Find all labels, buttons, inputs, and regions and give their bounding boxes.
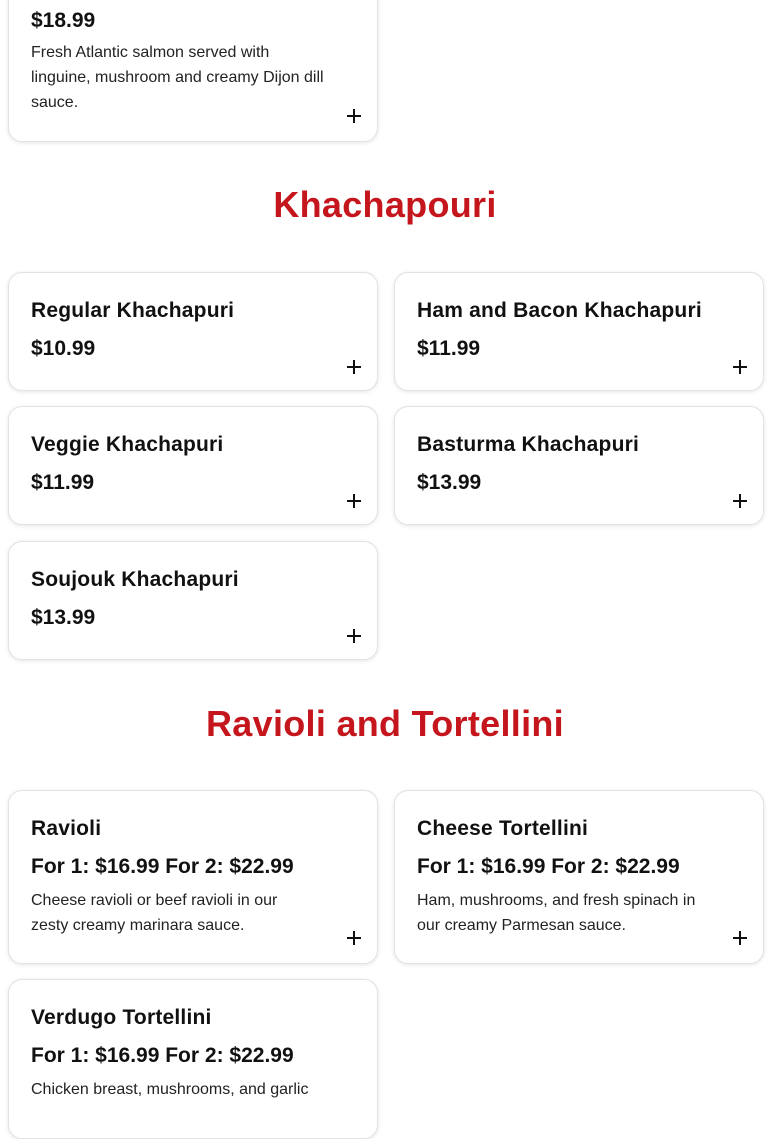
add-item-button[interactable] (345, 929, 363, 947)
section-title-ravioli-tortellini: Ravioli and Tortellini (206, 703, 564, 744)
plus-icon (345, 107, 363, 125)
add-item-button[interactable] (345, 492, 363, 510)
item-price: $18.99 (31, 9, 96, 32)
item-description: Fresh Atlantic salmon served with linguine, mushroom and creamy Dijon dill sauce. (31, 44, 324, 111)
item-description: Cheese ravioli or beef ravioli in our zesty creamy marinara sauce. (31, 892, 278, 934)
item-name: Regular Khachapuri (31, 299, 235, 322)
item-name: Verdugo Tortellini (31, 1006, 212, 1029)
menu-item-card[interactable] (8, 406, 378, 525)
plus-icon (345, 929, 363, 947)
item-name: Veggie Khachapuri (31, 433, 224, 456)
item-price: For 1: $16.99 For 2: $22.99 (417, 855, 680, 878)
plus-icon (345, 358, 363, 376)
menu-item-card[interactable] (394, 272, 764, 391)
item-name: Basturma Khachapuri (417, 433, 640, 456)
item-price: $10.99 (31, 337, 96, 360)
item-name: Ravioli (31, 817, 102, 840)
menu-item-card[interactable] (8, 272, 378, 391)
item-name: Soujouk Khachapuri (31, 568, 239, 591)
menu-item-card[interactable] (8, 541, 378, 660)
item-price: $13.99 (417, 471, 482, 494)
item-name: Ham and Bacon Khachapuri (417, 299, 702, 322)
item-description: Ham, mushrooms, and fresh spinach in our creamy Parmesan sauce. (417, 892, 696, 934)
plus-icon (345, 492, 363, 510)
item-description: Chicken breast, mushrooms, and garlic (31, 1081, 309, 1098)
add-item-button[interactable] (731, 492, 749, 510)
item-price: $11.99 (31, 471, 95, 494)
item-price: For 1: $16.99 For 2: $22.99 (31, 855, 294, 878)
add-item-button[interactable] (731, 358, 749, 376)
add-item-button[interactable] (345, 107, 363, 125)
plus-icon (731, 492, 749, 510)
plus-icon (731, 358, 749, 376)
add-item-button[interactable] (345, 358, 363, 376)
item-name: Cheese Tortellini (417, 817, 589, 840)
item-price: For 1: $16.99 For 2: $22.99 (31, 1044, 294, 1067)
section-title-khachapouri: Khachapouri (273, 184, 497, 225)
menu-item-card[interactable] (394, 406, 764, 525)
add-item-button[interactable] (731, 929, 749, 947)
menu-item-card[interactable] (8, 790, 378, 964)
add-item-button[interactable] (345, 627, 363, 645)
item-price: $13.99 (31, 606, 96, 629)
plus-icon (731, 929, 749, 947)
menu-item-card[interactable] (8, 979, 378, 1139)
item-price: $11.99 (417, 337, 481, 360)
plus-icon (345, 627, 363, 645)
menu-item-card[interactable] (8, 0, 378, 142)
menu-item-card[interactable] (394, 790, 764, 964)
